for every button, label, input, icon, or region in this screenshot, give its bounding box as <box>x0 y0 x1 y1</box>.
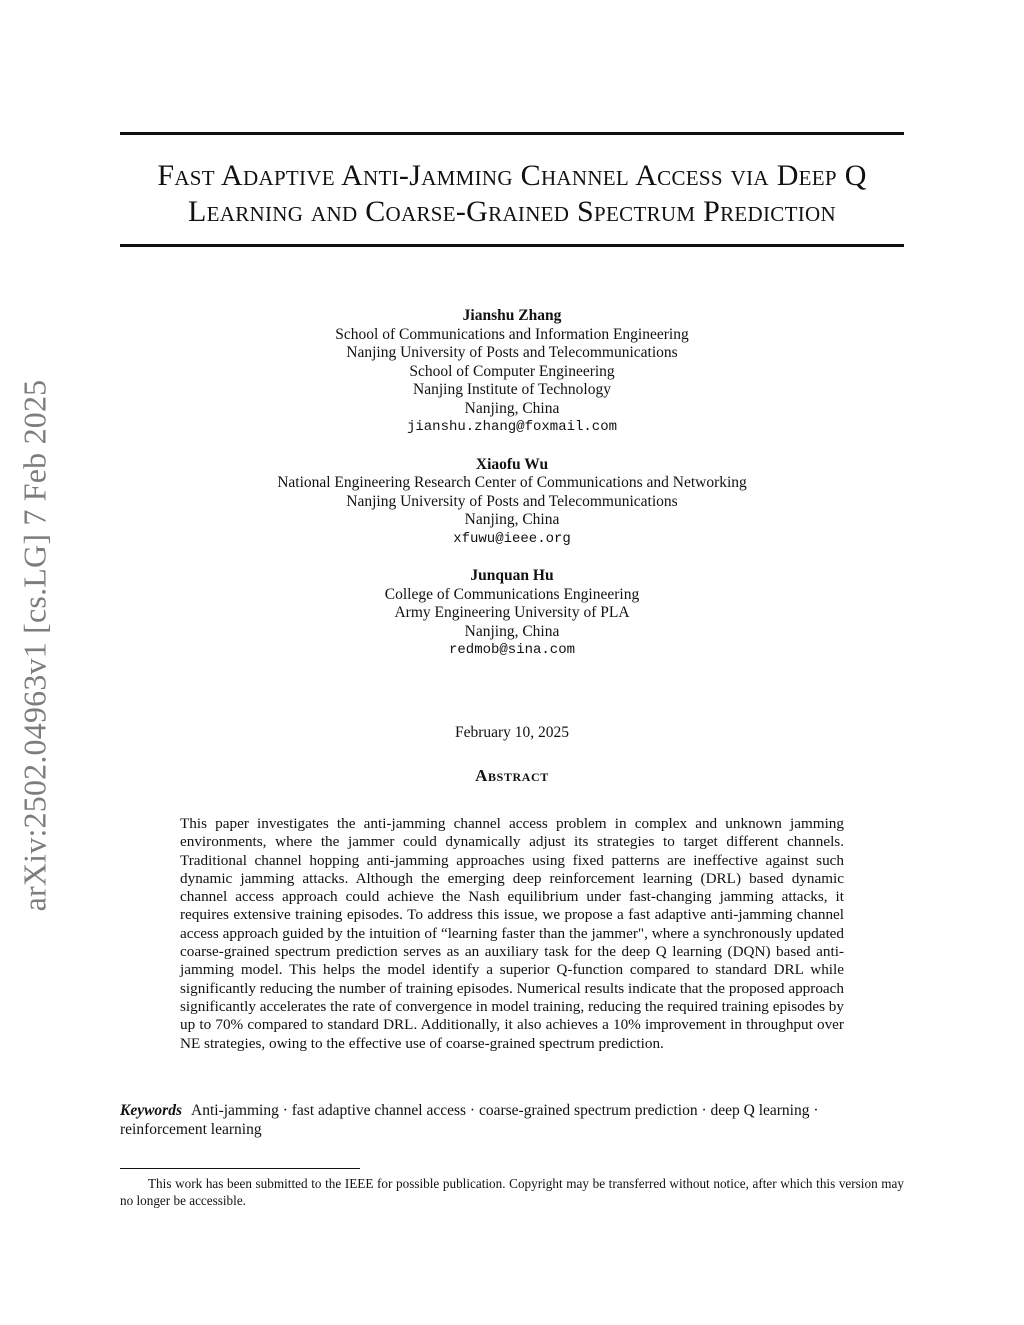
author-email[interactable]: jianshu.zhang@foxmail.com <box>406 419 618 435</box>
author-1 <box>120 307 904 437</box>
author-affiliation-line: School of Computer Engineering <box>409 362 615 380</box>
author-block <box>120 307 904 679</box>
author-email[interactable]: redmob@sina.com <box>448 642 576 658</box>
arxiv-identifier: arXiv:2502.04963v1 [cs.LG] 7 Feb 2025 <box>16 379 53 911</box>
abstract-text: This paper investigates the anti-jamming channel access problem in complex and unknown jamming environments, where the jammer could dynamically adjust its strategies to target different channels. Traditional channel hopping anti-jamming approaches using fixed patterns are ineffective against such dynamic jamming attacks. Although the emerging deep reinforcement learning (DRL) based dynamic channel access approach could achieve the Nash equilibrium under fast-changing jamming attacks, it requires extensive training episodes. To address this issue, we propose a fast adaptive anti-jamming channel access approach guided by the intuition of “learning faster than the jammer", where a synchronously updated coarse-grained spectrum prediction serves as an auxiliary task for the deep Q learning (DQN) based anti-jamming model. This helps the model identify a superior Q-function compared to standard DRL while significantly reducing the number of training episodes. Numerical results indicate that the proposed approach significantly accelerates the rate of convergence in model training, reducing the required training episodes by up to 70% compared to standard DRL. Additionally, it also achieves a 10% improvement in throughput over NE strategies, owing to the effective use of coarse-grained spectrum prediction. <box>180 815 844 1052</box>
keywords-section <box>120 1101 904 1139</box>
keywords-label: Keywords <box>120 1102 182 1119</box>
paper-title <box>120 158 904 230</box>
arxiv-side-stamp <box>12 362 58 928</box>
author-affiliation-line: Nanjing, China <box>464 511 560 528</box>
author-affiliation-line: School of Communications and Information Engineering <box>335 325 689 343</box>
author-affiliation-line: Army Engineering University of PLA <box>394 604 630 621</box>
author-name: Xiaofu Wu <box>475 455 549 473</box>
author-affiliation-line: Nanjing, China <box>464 399 560 417</box>
paper-title-line-1: Fast Adaptive Anti-Jamming Channel Access via Deep Q <box>157 159 867 192</box>
author-affiliation-line: Nanjing Institute of Technology <box>413 381 611 398</box>
keywords-text: Anti-jamming · fast adaptive channel access · coarse-grained spectrum prediction · deep Q learning · reinforcement learning <box>120 1102 819 1138</box>
author-affiliation-line: Nanjing, China <box>464 622 560 640</box>
author-3 <box>120 567 904 660</box>
author-affiliation-line: National Engineering Research Center of Communications and Networking <box>277 474 747 491</box>
author-name: Junquan Hu <box>470 567 554 584</box>
author-affiliation-line: Nanjing University of Posts and Telecommunications <box>346 344 678 361</box>
paper-title-line-2: Learning and Coarse-Grained Spectrum Prediction <box>188 195 836 228</box>
author-name: Jianshu Zhang <box>462 307 562 324</box>
publication-date: February 10, 2025 <box>454 724 570 741</box>
footnote-text: This work has been submitted to the IEEE for possible publication. Copyright may be transferred without notice, after which this version may no longer be accessible. <box>120 1176 904 1208</box>
author-affiliation-line: College of Communications Engineering <box>384 585 640 603</box>
abstract-heading: Abstract <box>475 766 549 785</box>
title-top-rule <box>120 132 904 135</box>
author-affiliation-line: Nanjing University of Posts and Telecommunications <box>346 492 678 510</box>
title-bottom-rule <box>120 244 904 247</box>
footnote-rule <box>120 1168 360 1169</box>
author-2 <box>120 456 904 549</box>
author-email[interactable]: xfuwu@ieee.org <box>453 530 571 547</box>
